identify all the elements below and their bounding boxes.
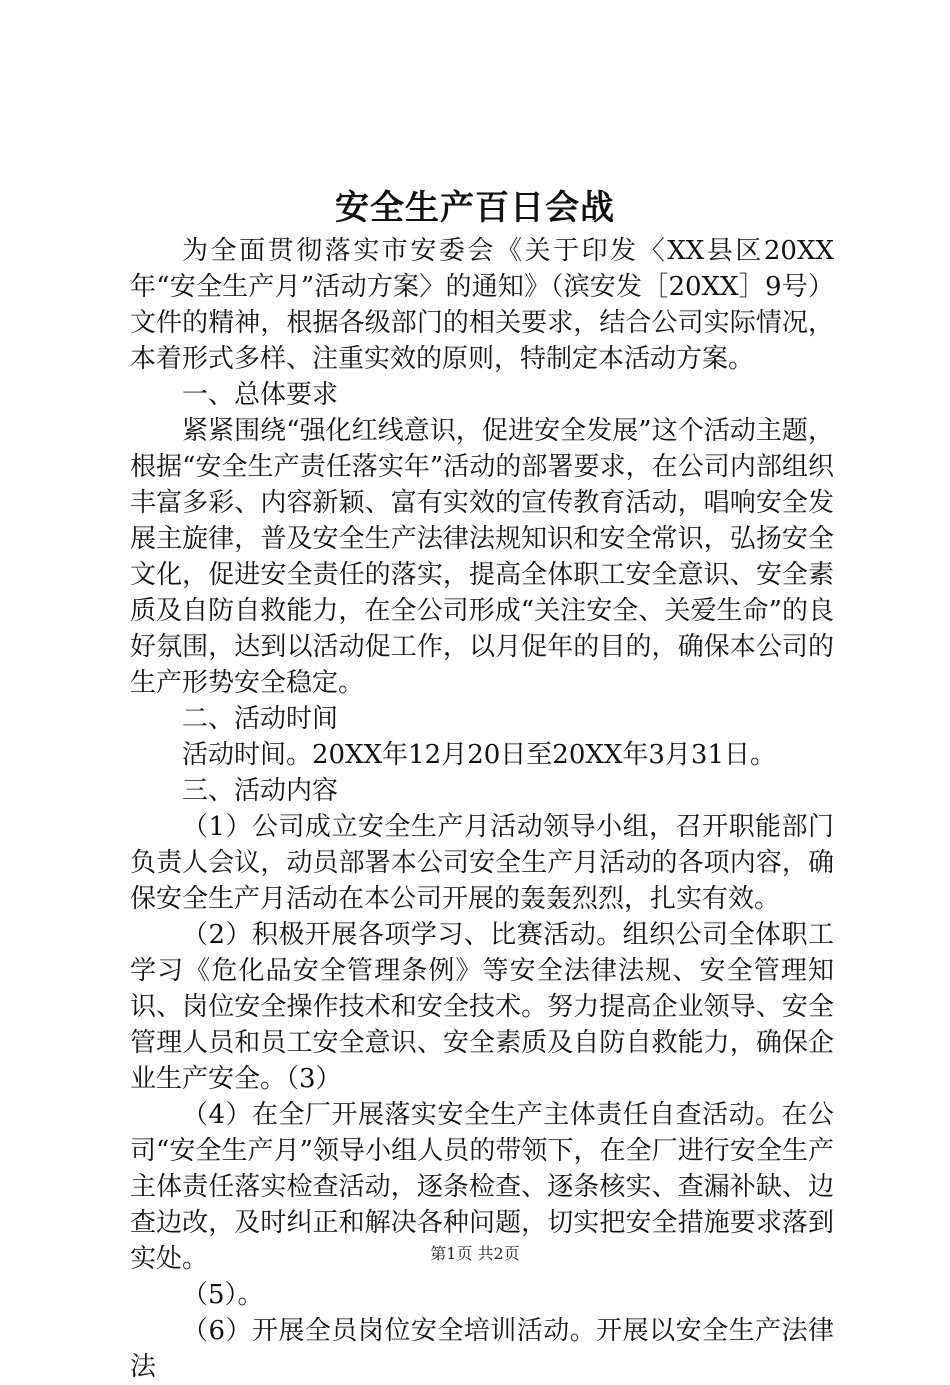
section-heading-time: 二、活动时间 xyxy=(182,704,339,734)
page-footer: 第1页 共2页 xyxy=(430,1244,520,1263)
content-item-4: （4）在全厂开展落实安全生产主体责任自查活动。在公司“安全生产月”领导小组人员的带领下，在全厂进行安全生产主体责任落实检查活动，逐条检查、逐条核实、查漏补缺、边查边改，及时纠正和解决各种问题，切实把安全措施要求落到实处。 xyxy=(130,1100,834,1274)
content-item-2: （2）积极开展各项学习、比赛活动。组织公司全体职工学习《危化品安全管理条例》等安全法律法规、安全管理知识、岗位安全操作技术和安全技术。努力提高企业领导、安全管理人员和员工安全意识、安全素质及自防自救能力，确保企业生产安全。（3） xyxy=(130,920,834,1094)
document-title: 安全生产百日会战 xyxy=(335,188,615,228)
section-heading-content: 三、活动内容 xyxy=(182,776,339,806)
document-body xyxy=(130,233,834,1385)
content-item-1: （1）公司成立安全生产月活动领导小组，召开职能部门负责人会议，动员部署本公司安全生产月活动的各项内容，确保安全生产月活动在本公司开展的轰轰烈烈，扎实有效。 xyxy=(130,812,834,914)
content-item-5: （5）。 xyxy=(182,1280,264,1310)
activity-time-paragraph: 活动时间。20XX年12月20日至20XX年3月31日。 xyxy=(182,740,777,770)
intro-paragraph: 为全面贯彻落实市安委会《关于印发〈XX县区20XX年“安全生产月”活动方案〉的通知》（滨安发［20XX］9号）文件的精神，根据各级部门的相关要求，结合公司实际情况，本着形式多样、注重实效的原则，特制定本活动方案。 xyxy=(130,236,834,374)
content-item-6: （6）开展全员岗位安全培训活动。开展以安全生产法律法 xyxy=(130,1316,834,1382)
general-requirements-paragraph: 紧紧围绕“强化红线意识，促进安全发展”这个活动主题，根据“安全生产责任落实年”活动的部署要求，在公司内部组织丰富多彩、内容新颖、富有实效的宣传教育活动，唱响安全发展主旋律，普及安全生产法律法规知识和安全常识，弘扬安全文化，促进安全责任的落实，提高全体职工安全意识、安全素质及自防自救能力，在全公司形成“关注安全、关爱生命”的良好氛围，达到以活动促工作，以月促年的目的，确保本公司的生产形势安全稳定。 xyxy=(130,416,834,698)
section-heading-general: 一、总体要求 xyxy=(182,380,339,410)
